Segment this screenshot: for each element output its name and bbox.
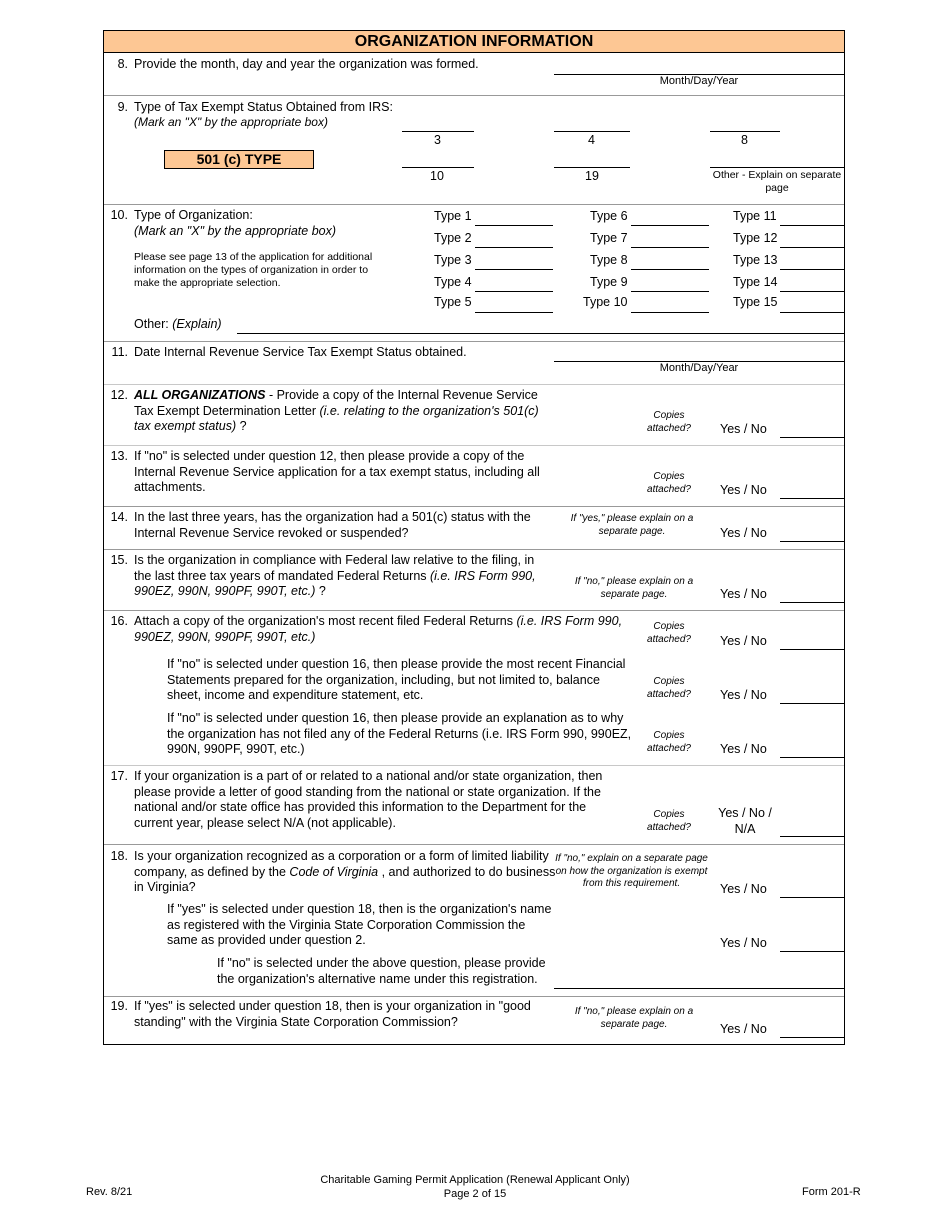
type-5-label: Type 5 bbox=[434, 295, 472, 309]
type-4-field[interactable] bbox=[475, 291, 553, 292]
type-8-label: Type 8 bbox=[590, 253, 628, 267]
type-3-label: Type 3 bbox=[434, 253, 472, 267]
section-header: ORGANIZATION INFORMATION bbox=[104, 31, 844, 53]
type-1-field[interactable] bbox=[475, 225, 553, 226]
q19-text: If "yes" is selected under question 18, then is your organization in "good standing" with the Virginia State Corporation Commission? bbox=[134, 999, 531, 1029]
q17-copies-attached: Copies attached? bbox=[647, 809, 691, 833]
q14-yes-no-label: Yes / No bbox=[720, 526, 767, 540]
q18-sub1-answer-field[interactable] bbox=[780, 951, 844, 952]
q18-explain-note: If "no," explain on a separate page on how the organization is exempt from this requirement. bbox=[555, 853, 708, 889]
type-6-field[interactable] bbox=[631, 225, 709, 226]
organization-information-form bbox=[103, 30, 845, 1045]
type-9-field[interactable] bbox=[631, 291, 709, 292]
type-9-label: Type 9 bbox=[590, 275, 628, 289]
type-8-field[interactable] bbox=[631, 269, 709, 270]
q10-text: Type of Organization: bbox=[134, 208, 253, 222]
type-4-label: Type 4 bbox=[434, 275, 472, 289]
footer-title: Charitable Gaming Permit Application (Renewal Applicant Only) bbox=[320, 1174, 630, 1186]
q18-sub2-text: If "no" is selected under the above question, please provide the organization's alternative name under this registration. bbox=[217, 956, 546, 986]
q9-type-3-label: 3 bbox=[434, 133, 441, 147]
q16-sub1-yes-no-label: Yes / No bbox=[720, 688, 767, 702]
q19-answer-field[interactable] bbox=[780, 1037, 844, 1038]
q16-sub2-copies-attached: Copies attached? bbox=[647, 730, 691, 754]
q17-yes-no-na-label: Yes / No / N/A bbox=[718, 806, 772, 836]
q12-text: ALL ORGANIZATIONS - Provide a copy of the Internal Revenue Service Tax Exempt Determination Letter (i.e. relating to the organization's 501(c) tax exempt status) ? bbox=[134, 388, 539, 433]
q13-number: 13. bbox=[110, 449, 128, 463]
q18-answer-field[interactable] bbox=[780, 897, 844, 898]
q9-type-4-label: 4 bbox=[588, 133, 595, 147]
q16-sub2-yes-no-label: Yes / No bbox=[720, 742, 767, 756]
q15-yes-no-label: Yes / No bbox=[720, 587, 767, 601]
q8-date-caption: Month/Day/Year bbox=[659, 75, 739, 87]
q18-sub1-text: If "yes" is selected under question 18, then is the organization's name as registered with the Virginia State Corporation Commission the same as provided under question 2. bbox=[167, 902, 552, 947]
type-1-label: Type 1 bbox=[434, 209, 472, 223]
q14-number: 14. bbox=[110, 510, 128, 524]
type-2-field[interactable] bbox=[475, 247, 553, 248]
type-3-field[interactable] bbox=[475, 269, 553, 270]
q14-explain-note: If "yes," please explain on a separate page. bbox=[570, 513, 694, 537]
q9-type-10-label: 10 bbox=[430, 169, 444, 183]
q16-yes-no-label: Yes / No bbox=[720, 634, 767, 648]
type-10-field[interactable] bbox=[631, 312, 709, 313]
q8-number: 8. bbox=[117, 57, 128, 71]
q18-alternative-name-field[interactable] bbox=[554, 988, 844, 989]
q10-other-field[interactable] bbox=[237, 333, 844, 334]
q16-answer-field[interactable] bbox=[780, 649, 844, 650]
q14-text: In the last three years, has the organization had a 501(c) status with the Internal Revenue Service revoked or suspended? bbox=[134, 510, 531, 540]
type-7-label: Type 7 bbox=[590, 231, 628, 245]
q9-type-19-field[interactable] bbox=[554, 167, 630, 168]
q19-number: 19. bbox=[110, 999, 128, 1013]
q16-sub1-answer-field[interactable] bbox=[780, 703, 844, 704]
type-7-field[interactable] bbox=[631, 247, 709, 248]
q18-text: Is your organization recognized as a corporation or a form of limited liability company, as defined by the Code of Virginia , and authorized to do business in Virginia? bbox=[134, 849, 556, 894]
q15-text: Is the organization in compliance with Federal law relative to the filing, in the last three tax years of mandated Federal Returns (i.e. IRS Form 990, 990EZ, 990N, 990PF, 990T, etc.) ? bbox=[134, 553, 536, 598]
q18-number: 18. bbox=[110, 849, 128, 863]
q13-text: If "no" is selected under question 12, then please provide a copy of the Internal Revenue Service application for a tax exempt status, including all attachments. bbox=[134, 449, 540, 494]
q19-yes-no-label: Yes / No bbox=[720, 1022, 767, 1036]
type-14-label: Type 14 bbox=[733, 275, 778, 289]
type-13-field[interactable] bbox=[780, 269, 844, 270]
type-15-label: Type 15 bbox=[733, 295, 778, 309]
q17-number: 17. bbox=[110, 769, 128, 783]
q15-answer-field[interactable] bbox=[780, 602, 844, 603]
q15-number: 15. bbox=[110, 553, 128, 567]
q16-sub1-text: If "no" is selected under question 16, then please provide the most recent Financial Statements prepared for the organization, including, but not limited to, balance sheet, income and expenditure statement, etc. bbox=[167, 657, 626, 702]
type-14-field[interactable] bbox=[780, 291, 844, 292]
q16-sub2-answer-field[interactable] bbox=[780, 757, 844, 758]
q19-explain-note: If "no," please explain on a separate page. bbox=[574, 1006, 694, 1030]
q16-sub2-text: If "no" is selected under question 16, then please provide an explanation as to why the organization has not filed any of the Federal Returns (i.e. IRS Form 990, 990EZ, 990N, 990PF, 990T, etc.) bbox=[167, 711, 632, 756]
type-15-field[interactable] bbox=[780, 312, 844, 313]
q16-sub1-copies-attached: Copies attached? bbox=[647, 676, 691, 700]
q16-copies-attached: Copies attached? bbox=[647, 621, 691, 645]
q12-copies-attached: Copies attached? bbox=[647, 410, 691, 434]
q16-number: 16. bbox=[110, 614, 128, 628]
footer-form-number: Form 201-R bbox=[802, 1186, 861, 1198]
q9-text: Type of Tax Exempt Status Obtained from IRS: bbox=[134, 100, 393, 114]
type-13-label: Type 13 bbox=[733, 253, 778, 267]
q9-note: (Mark an "X" by the appropriate box) bbox=[134, 115, 328, 129]
type-5-field[interactable] bbox=[475, 312, 553, 313]
q11-date-caption: Month/Day/Year bbox=[659, 362, 739, 374]
type-6-label: Type 6 bbox=[590, 209, 628, 223]
q9-501c-type-label: 501 (c) TYPE bbox=[164, 150, 314, 169]
type-12-label: Type 12 bbox=[733, 231, 778, 245]
q11-text: Date Internal Revenue Service Tax Exempt Status obtained. bbox=[134, 345, 467, 359]
q9-other-field[interactable] bbox=[710, 167, 844, 168]
q9-type-10-field[interactable] bbox=[402, 167, 474, 168]
q9-type-8-field[interactable] bbox=[710, 131, 780, 132]
type-11-label: Type 11 bbox=[733, 209, 777, 223]
q13-copies-attached: Copies attached? bbox=[647, 471, 691, 495]
footer-page-number: Page 2 of 15 bbox=[443, 1188, 507, 1200]
q10-help: Please see page 13 of the application for additional information on the types of organization in order to make the appropriate selection. bbox=[134, 251, 373, 289]
type-12-field[interactable] bbox=[780, 247, 844, 248]
q16-text: Attach a copy of the organization's most recent filed Federal Returns (i.e. IRS Form 990, 990EZ, 990N, 990PF, 990T, etc.) bbox=[134, 614, 623, 644]
q14-answer-field[interactable] bbox=[780, 541, 844, 542]
q18-sub1-yes-no-label: Yes / No bbox=[720, 936, 767, 950]
q12-answer-field[interactable] bbox=[780, 437, 844, 438]
q12-number: 12. bbox=[110, 388, 128, 402]
q11-number: 11. bbox=[111, 345, 128, 359]
q9-number: 9. bbox=[117, 100, 128, 114]
q13-yes-no-label: Yes / No bbox=[720, 483, 767, 497]
q8-text: Provide the month, day and year the organization was formed. bbox=[134, 57, 479, 71]
q15-explain-note: If "no," please explain on a separate page. bbox=[574, 576, 694, 600]
q9-type-19-label: 19 bbox=[585, 169, 599, 183]
type-2-label: Type 2 bbox=[434, 231, 472, 245]
q18-yes-no-label: Yes / No bbox=[720, 882, 767, 896]
q12-yes-no-label: Yes / No bbox=[720, 422, 767, 436]
q10-other-label: Other: (Explain) bbox=[134, 317, 222, 331]
footer-revision: Rev. 8/21 bbox=[86, 1186, 133, 1198]
q10-number: 10. bbox=[110, 208, 128, 222]
q10-note: (Mark an "X" by the appropriate box) bbox=[134, 224, 337, 238]
q9-type-4-field[interactable] bbox=[554, 131, 630, 132]
q17-text: If your organization is a part of or related to a national and/or state organization, then please provide a letter of good standing from the national or state organization. If the national and/or state office has provided this information to the Department for the current year, please select N/A (not applicable). bbox=[134, 769, 603, 830]
q17-answer-field[interactable] bbox=[780, 836, 844, 837]
type-10-label: Type 10 bbox=[583, 295, 628, 309]
q9-type-3-field[interactable] bbox=[402, 131, 474, 132]
q9-other-label: Other - Explain on separate page bbox=[712, 169, 842, 194]
q13-answer-field[interactable] bbox=[780, 498, 844, 499]
q9-type-8-label: 8 bbox=[741, 133, 748, 147]
type-11-field[interactable] bbox=[780, 225, 844, 226]
